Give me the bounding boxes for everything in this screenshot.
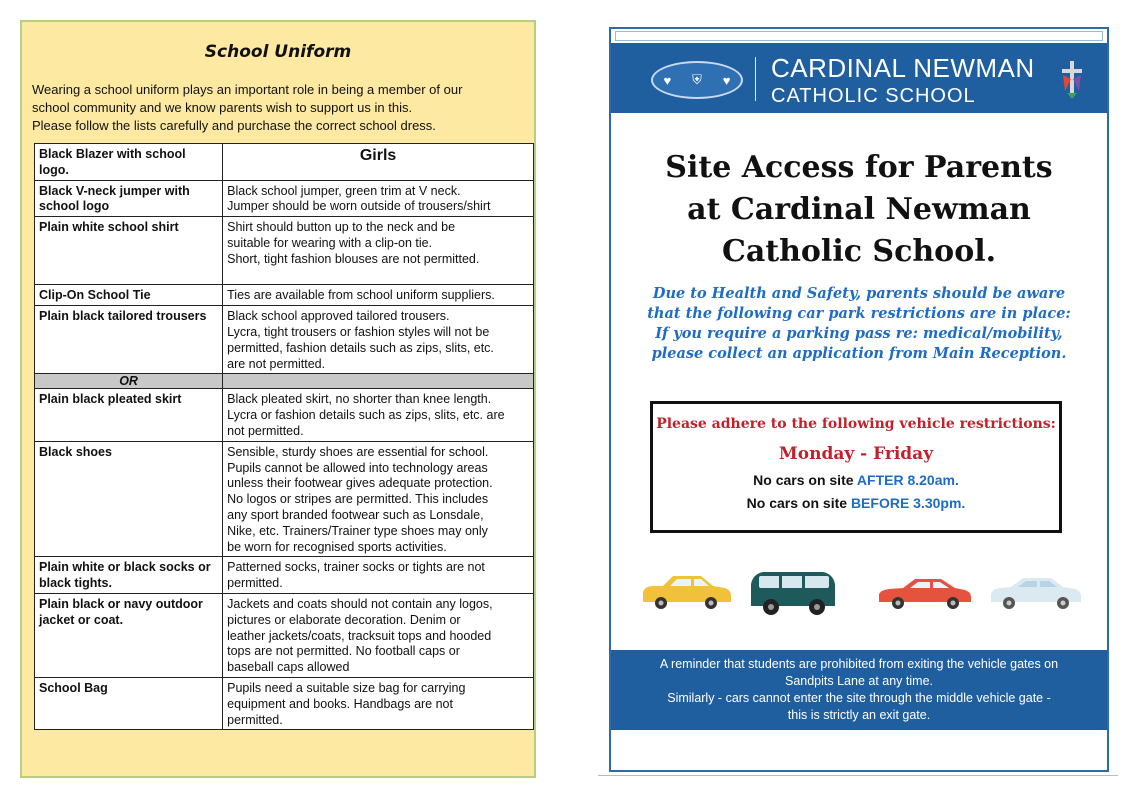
item-line: Black V-neck jumper with — [39, 183, 190, 198]
rule-time: AFTER 8.20am. — [856, 472, 959, 488]
top-rule — [615, 31, 1103, 41]
description-line: Black pleated skirt, no shorter than knee length. — [227, 392, 492, 407]
intro-line: Please follow the lists carefully and purchase the correct school dress. — [32, 118, 436, 133]
item-line: black tights. — [39, 576, 112, 591]
description-line: Ties are available from school uniform suppliers. — [227, 288, 495, 303]
red-car-icon — [879, 579, 971, 609]
item-line: Black Blazer with school — [39, 147, 186, 161]
description-line: Shirt should button up to the neck and be — [227, 220, 456, 235]
table-row — [35, 306, 534, 374]
notice-line: Due to Health and Safety, parents should be aware — [652, 285, 1066, 302]
item-line: Plain white or black socks or — [39, 560, 211, 575]
description-line: not permitted. — [227, 423, 304, 438]
description-line: Sensible, sturdy shoes are essential for school. — [227, 444, 489, 459]
description-line: suitable for wearing with a clip-on tie. — [227, 235, 433, 250]
item-line: Black shoes — [39, 444, 112, 459]
school-logo — [651, 61, 743, 99]
item-cell — [35, 441, 223, 557]
restriction-days: Monday - Friday — [778, 444, 934, 464]
description-line: Patterned socks, trainer socks or tights are not — [227, 560, 485, 575]
item-cell — [35, 217, 223, 285]
description-line: Jumper should be worn outside of trousers/shirt — [227, 199, 491, 214]
reminder-line: this is strictly an exit gate. — [787, 708, 931, 722]
notice-line: If you require a parking pass re: medical/mobility, — [655, 325, 1063, 342]
item-cell — [35, 285, 223, 306]
description-line: Short, tight fashion blouses are not permitted. — [227, 251, 480, 266]
table-row — [35, 285, 534, 306]
page-bottom-rule — [598, 775, 1118, 776]
description-line: Pupils need a suitable size bag for carrying — [227, 680, 466, 695]
cars-illustration — [639, 566, 1089, 618]
shield-icon: ⛨ — [692, 72, 702, 87]
heart-icon: ♥ — [663, 72, 672, 88]
description-cell — [223, 389, 534, 441]
description-line: permitted. — [227, 576, 283, 591]
table-row — [35, 217, 534, 285]
description-line: Lycra or fashion details such as zips, slits, etc. are — [227, 408, 505, 423]
intro-line: Wearing a school uniform plays an important role in being a member of our — [32, 82, 463, 97]
girls-header: Girls — [223, 144, 534, 181]
page-heading — [611, 147, 1107, 273]
white-car-icon — [991, 578, 1081, 609]
description-line: any sport branded footwear such as Lonsdale, — [227, 507, 484, 522]
description-cell — [223, 217, 534, 285]
item-cell — [35, 180, 223, 217]
description-line: baseball caps allowed — [227, 660, 350, 675]
item-line: Plain black or navy outdoor — [39, 596, 203, 611]
description-line: unless their footwear gives adequate protection. — [227, 476, 493, 491]
item-line: Clip-On School Tie — [39, 288, 151, 303]
intro-line: school community and we know parents wish to support us in this. — [32, 100, 413, 115]
item-line: Plain white school shirt — [39, 220, 179, 235]
health-safety-notice — [611, 284, 1107, 364]
description-cell — [223, 557, 534, 594]
description-line — [227, 268, 529, 284]
description-line: leather jackets/coats, tracksuit tops and hooded — [227, 628, 492, 643]
description-cell — [223, 306, 534, 374]
description-line: permitted. — [227, 712, 283, 727]
description-cell — [223, 677, 534, 729]
school-header-bar — [611, 43, 1107, 113]
description-line: tops are not permitted. No football caps or — [227, 644, 460, 659]
table-row — [35, 441, 534, 557]
restriction-rule-1 — [653, 472, 1059, 488]
item-cell — [35, 557, 223, 594]
description-line: Black school jumper, green trim at V neck. — [227, 183, 461, 198]
rule-prefix: No cars on site — [746, 495, 851, 511]
teal-suv-icon — [751, 572, 835, 615]
school-name-line-2: CATHOLIC SCHOOL — [771, 85, 976, 107]
uniform-intro — [32, 81, 522, 135]
yellow-car-icon — [643, 576, 731, 609]
heading-line: Catholic School. — [721, 234, 997, 269]
uniform-panel — [20, 20, 536, 778]
table-row — [35, 374, 534, 389]
restriction-title: Please adhere to the following vehicle restrictions: — [656, 416, 1056, 432]
description-line: equipment and books. Handbags are not — [227, 696, 453, 711]
table-row — [35, 593, 534, 677]
item-line: logo. — [39, 162, 69, 177]
item-cell — [35, 144, 223, 181]
reminder-line: Sandpits Lane at any time. — [784, 674, 933, 688]
notice-line: please collect an application from Main Reception. — [651, 345, 1067, 362]
vehicle-restrictions-box — [650, 401, 1062, 533]
description-line: permitted, fashion details such as zips, slits, etc. — [227, 340, 494, 355]
description-line: Jackets and coats should not contain any logos, — [227, 596, 493, 611]
table-row — [35, 180, 534, 217]
item-line: Plain black tailored trousers — [39, 309, 207, 324]
reminder-line: A reminder that students are prohibited from exiting the vehicle gates on — [659, 657, 1059, 671]
item-cell — [35, 593, 223, 677]
heading-line: at Cardinal Newman — [687, 192, 1031, 227]
site-access-panel — [609, 27, 1109, 772]
uniform-title: School Uniform — [204, 42, 352, 62]
reminder-line: Similarly - cars cannot enter the site through the middle vehicle gate - — [667, 691, 1051, 705]
item-line: school logo — [39, 199, 110, 214]
description-cell — [223, 374, 534, 389]
table-row — [35, 677, 534, 729]
description-line: Black school approved tailored trousers. — [227, 309, 450, 324]
item-cell — [35, 389, 223, 441]
description-line: Pupils cannot be allowed into technology areas — [227, 460, 488, 475]
description-cell — [223, 593, 534, 677]
description-line: pictures or elaborate decoration. Denim or — [227, 612, 461, 627]
item-cell: OR — [35, 374, 223, 389]
table-row — [35, 557, 534, 594]
item-cell — [35, 306, 223, 374]
reminder-bar — [611, 650, 1107, 730]
description-line: Nike, etc. Trainers/Trainer type shoes may only — [227, 523, 488, 538]
table-row — [35, 389, 534, 441]
logo-divider — [755, 57, 756, 101]
notice-line: that the following car park restrictions are in place: — [647, 305, 1071, 322]
table-row — [35, 144, 534, 181]
item-line: Plain black pleated skirt — [39, 392, 182, 407]
description-cell — [223, 285, 534, 306]
rule-time: BEFORE 3.30pm. — [850, 495, 966, 511]
item-line: School Bag — [39, 680, 108, 695]
restriction-rule-2 — [653, 495, 1059, 511]
heart-icon: ♥ — [722, 72, 731, 88]
school-name-line-1: CARDINAL NEWMAN — [771, 53, 1035, 83]
item-line: jacket or coat. — [39, 612, 124, 627]
description-line: are not permitted. — [227, 356, 326, 371]
heading-line: Site Access for Parents — [665, 150, 1053, 185]
description-cell — [223, 180, 534, 217]
description-line: Lycra, tight trousers or fashion styles will not be — [227, 324, 490, 339]
uniform-table — [34, 143, 534, 730]
rule-prefix: No cars on site — [753, 472, 857, 488]
description-cell — [223, 441, 534, 557]
crest-icon — [1057, 57, 1087, 101]
description-line: be worn for recognised sports activities. — [227, 539, 447, 554]
description-line: No logos or stripes are permitted. This includes — [227, 492, 489, 507]
item-cell — [35, 677, 223, 729]
